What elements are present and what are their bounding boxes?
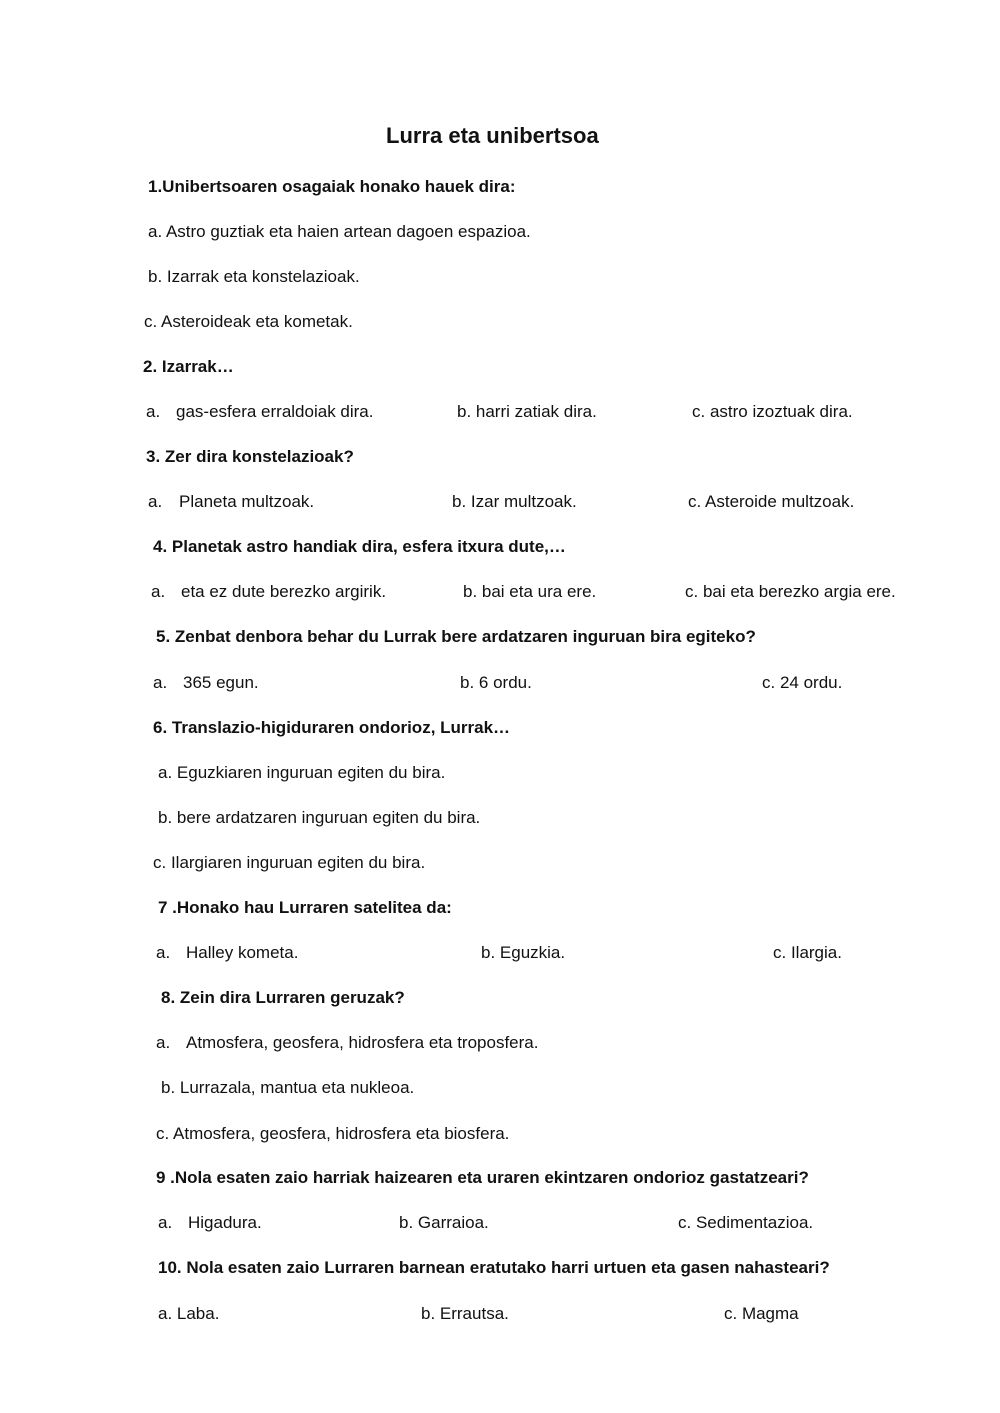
q8-option-a-letter: a. [156,1033,171,1052]
q3-option-a-letter: a. [148,492,163,511]
q10-option-a[interactable]: a. Laba. [158,1304,220,1323]
q5-option-b[interactable]: b. 6 ordu. [460,673,532,692]
q1-option-b[interactable]: b. Izarrak eta konstelazioak. [148,267,360,286]
q7-option-b[interactable]: b. Eguzkia. [481,943,566,962]
question-2: 2. Izarrak… [143,357,234,376]
page-title: Lurra eta unibertsoa [386,123,599,148]
q9-option-c[interactable]: c. Sedimentazioa. [678,1213,814,1232]
q7-option-c[interactable]: c. Ilargia. [773,943,842,962]
q7-option-a[interactable]: Halley kometa. [186,943,299,962]
q6-option-b[interactable]: b. bere ardatzaren inguruan egiten du bira. [158,808,481,827]
q1-option-c[interactable]: c. Asteroideak eta kometak. [144,312,353,331]
q4-option-b[interactable]: b. bai eta ura ere. [463,582,597,601]
q9-option-a[interactable]: Higadura. [188,1213,262,1232]
q2-option-c[interactable]: c. astro izoztuak dira. [692,402,853,421]
q4-option-a[interactable]: eta ez dute berezko argirik. [181,582,387,601]
q4-option-a-letter: a. [151,582,166,601]
question-7: 7 .Honako hau Lurraren satelitea da: [158,898,452,917]
q5-option-a[interactable]: 365 egun. [183,673,259,692]
q2-option-a-letter: a. [146,402,161,421]
q6-option-c[interactable]: c. Ilargiaren inguruan egiten du bira. [153,853,426,872]
q10-option-b[interactable]: b. Errautsa. [421,1304,509,1323]
q8-option-a[interactable]: Atmosfera, geosfera, hidrosfera eta troposfera. [186,1033,539,1052]
question-3: 3. Zer dira konstelazioak? [146,447,354,466]
question-4: 4. Planetak astro handiak dira, esfera itxura dute,… [153,537,566,556]
q8-option-b[interactable]: b. Lurrazala, mantua eta nukleoa. [161,1078,415,1097]
question-8: 8. Zein dira Lurraren geruzak? [161,988,405,1007]
question-10: 10. Nola esaten zaio Lurraren barnean eratutako harri urtuen eta gasen nahasteari? [158,1258,830,1277]
q9-option-a-letter: a. [158,1213,173,1232]
q2-option-b[interactable]: b. harri zatiak dira. [457,402,597,421]
q4-option-c[interactable]: c. bai eta berezko argia ere. [685,582,896,601]
q7-option-a-letter: a. [156,943,171,962]
q10-option-c[interactable]: c. Magma [724,1304,799,1323]
q9-option-b[interactable]: b. Garraioa. [399,1213,489,1232]
question-9: 9 .Nola esaten zaio harriak haizearen eta uraren ekintzaren ondorioz gastatzeari? [156,1168,809,1187]
q1-option-a[interactable]: a. Astro guztiak eta haien artean dagoen espazioa. [148,222,531,241]
q5-option-c[interactable]: c. 24 ordu. [762,673,843,692]
q3-option-a[interactable]: Planeta multzoak. [179,492,315,511]
question-1: 1.Unibertsoaren osagaiak honako hauek dira: [148,177,516,196]
q3-option-c[interactable]: c. Asteroide multzoak. [688,492,855,511]
q6-option-a[interactable]: a. Eguzkiaren inguruan egiten du bira. [158,763,446,782]
q8-option-c[interactable]: c. Atmosfera, geosfera, hidrosfera eta biosfera. [156,1124,510,1143]
q3-option-b[interactable]: b. Izar multzoak. [452,492,577,511]
question-5: 5. Zenbat denbora behar du Lurrak bere ardatzaren inguruan bira egiteko? [156,627,756,646]
question-6: 6. Translazio-higiduraren ondorioz, Lurrak… [153,718,511,737]
q5-option-a-letter: a. [153,673,168,692]
q2-option-a[interactable]: gas-esfera erraldoiak dira. [176,402,374,421]
